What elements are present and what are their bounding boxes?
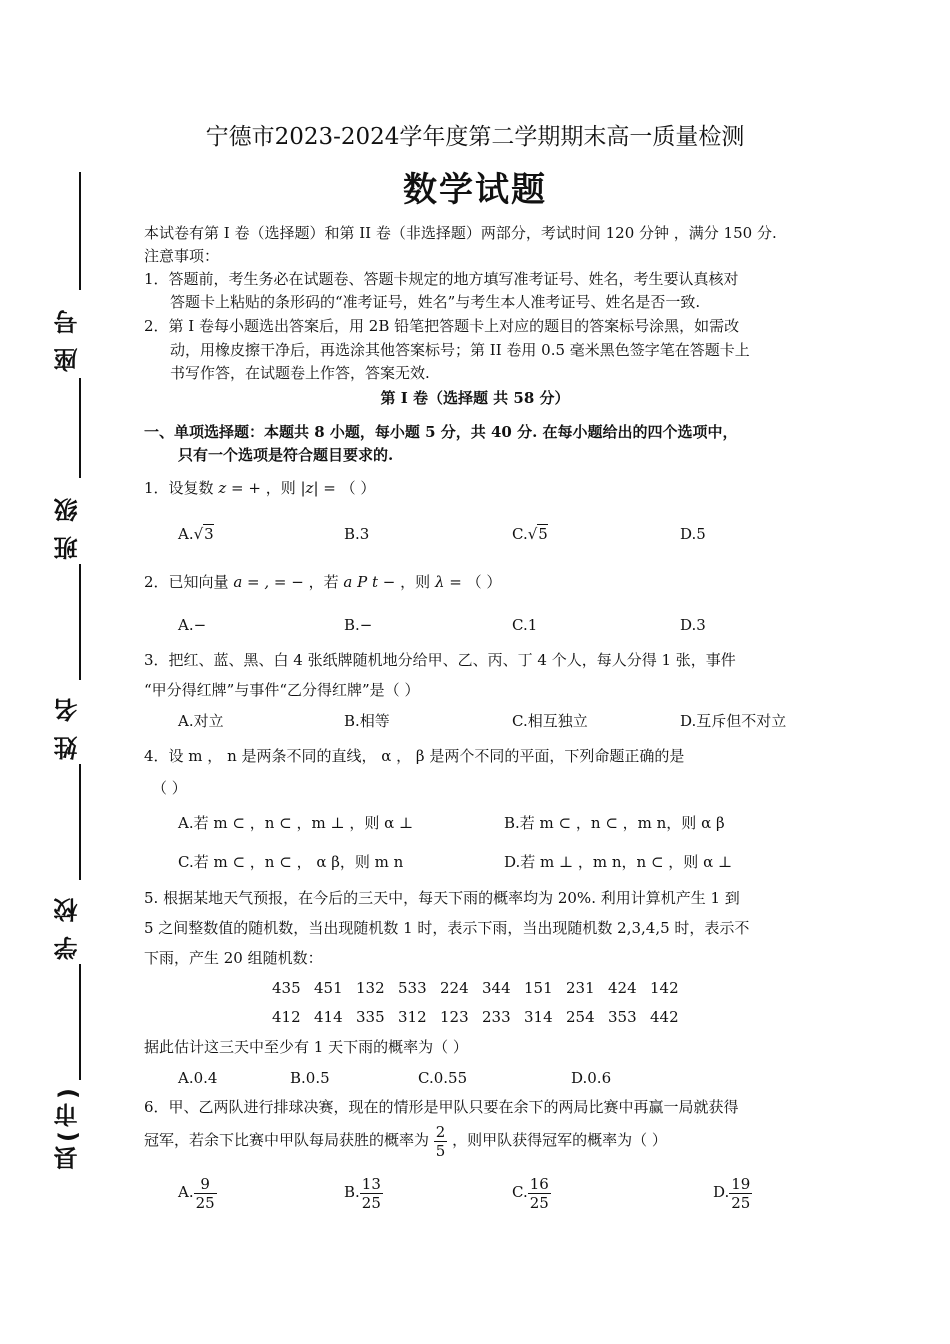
q2-option-d: D.3 [680,616,706,634]
section-heading-b: 只有一个选项是符合题目要求的. [178,446,394,464]
q4-line-1: 4．设 m ， n 是两条不同的直线， α ， β 是两个不同的平面，下列命题正确的是 [144,747,685,765]
random-number: 314 [524,1008,553,1026]
q6-option-a-num: 9 [194,1175,217,1194]
q6-option-d-num: 19 [731,1174,751,1193]
q5-line-2: 5 之间整数值的随机数，当出现随机数 1 时，表示下雨，当出现随机数 2,3,4,5 时，表示不 [144,919,750,937]
random-number: 344 [482,979,511,997]
random-number: 335 [356,1008,385,1026]
q5-line-1: 5. 根据某地天气预报，在今后的三天中，每天下雨的概率均为 20%. 利用计算机产生 1 到 [144,889,740,907]
q5-option-b: B.0.5 [290,1069,330,1087]
random-number: 533 [398,979,427,997]
name-label: 姓名 [54,684,82,760]
q5-random-row-2 [272,1007,692,1027]
q2-paren: （ ） [466,573,502,591]
part1-heading: 第 I 卷（选择题 共 58 分） [380,389,570,407]
random-number: 424 [608,979,637,997]
q6-option-c-num: 16 [529,1174,549,1193]
random-number: 224 [440,979,469,997]
q1-option-c-label: C. [512,525,528,543]
q6-option-b-label: B. [344,1183,360,1201]
q6-option-a-label: A. [178,1183,194,1201]
q1-option-a-radicand: 3 [204,525,214,543]
school-line [79,764,81,880]
q1-option-d: D.5 [680,525,706,543]
notice-2c: 书写作答，在试题卷上作答，答案无效. [170,364,430,382]
q1-expr-modulus: |z| = [300,479,336,497]
q6-option-a-den: 25 [195,1193,215,1212]
q6-line-1: 6．甲、乙两队进行排球决赛，现在的情形是甲队只要在余下的两局比赛中再赢一局就获得 [144,1098,739,1116]
q1-stem-b: ，则 [265,479,296,497]
random-number: 132 [356,979,385,997]
q3-option-a: A.对立 [178,712,224,730]
q6-option-c-label: C. [512,1183,528,1201]
q2-option-a: A.− [178,616,207,634]
q5-option-a: A.0.4 [178,1069,218,1087]
q2-stem-b: ，若 [308,573,339,591]
random-number: 123 [440,1008,469,1026]
q6-frac-num: 2 [435,1122,446,1141]
school-label: 学校 [54,884,82,960]
q4-option-a: A.若 m ⊂ ，n ⊂ ，m ⊥ ，则 α ⊥ [178,814,414,832]
random-number: 312 [398,1008,427,1026]
random-number: 142 [650,979,679,997]
q5-option-d: D.0.6 [571,1069,612,1087]
section-heading-a: 一、单项选择题：本题共 8 小题，每小题 5 分，共 40 分. 在每小题给出的四个选项中， [144,423,738,441]
q1-option-a: A.√3 [178,525,214,543]
class-label: 班级 [54,484,82,560]
random-number: 451 [314,979,343,997]
q2-stem-c: ，则 [400,573,431,591]
q1-option-c: C.√5 [512,525,548,543]
q6-option-c-den: 25 [529,1193,549,1212]
q6-fraction [434,1123,448,1160]
random-number: 233 [482,1008,511,1026]
q2-expr-b: , = − [264,573,304,591]
q6-frac-den: 5 [435,1141,446,1160]
q1-option-a-label: A. [178,525,194,543]
q2-expr-a: a = [233,573,260,591]
q5-ask: 据此估计这三天中至少有 1 天下雨的概率为（ ） [144,1038,468,1056]
question-2 [144,572,501,592]
q1-expr-z: z = + [218,479,261,497]
q6-line-2b: ，则甲队获得冠军的概率为（ ） [452,1131,667,1149]
q6-line-2a: 冠军，若余下比赛中甲队每局获胜的概率为 [144,1131,430,1149]
q5-option-c: C.0.55 [418,1069,468,1087]
q2-stem-a: 2．已知向量 [144,573,229,591]
q6-option-b [344,1168,383,1216]
q1-stem-a: 1．设复数 [144,479,214,497]
q6-option-b-num: 13 [361,1174,381,1193]
q3-option-d: D.互斥但不对立 [680,712,787,730]
q4-option-b: B.若 m ⊂ ，n ⊂ ，m n，则 α β [504,814,725,832]
seat-label: 座号 [54,296,82,372]
random-number: 442 [650,1008,679,1026]
notice-2a: 2．第 I 卷每小题选出答案后，用 2B 铅笔把答题卡上对应的题目的答案标号涂黑，如需改 [144,317,740,335]
q4-option-d: D.若 m ⊥ ，m n，n ⊂ ，则 α ⊥ [504,853,733,871]
q1-option-b: B.3 [344,525,370,543]
random-number: 412 [272,1008,301,1026]
q5-line-3: 下雨，产生 20 组随机数： [144,949,323,967]
random-number: 353 [608,1008,637,1026]
county-line [79,964,81,1080]
q2-option-c: C.1 [512,616,538,634]
exam-title: 宁德市2023-2024学年度第二学期期末高一质量检测 [205,124,745,150]
exam-subtitle: 数学试题 [403,170,547,210]
random-number: 435 [272,979,301,997]
q2-option-b: B.− [344,616,373,634]
intro-line: 本试卷有第 I 卷（选择题）和第 II 卷（非选择题）两部分，考试时间 120 分钟 ，满分 150 分. [144,224,777,242]
q1-option-c-radicand: 5 [538,525,548,543]
q4-option-c: C.若 m ⊂ ，n ⊂ ， α β，则 m n [178,853,404,871]
q5-random-row-1 [272,978,692,998]
q3-line-2: “甲分得红牌”与事件“乙分得红牌”是（ ） [144,681,420,699]
name-line [79,564,81,680]
q2-expr-parallel: a P t − [343,573,396,591]
q6-option-b-den: 25 [361,1193,381,1212]
q6-line-2 [144,1116,667,1164]
notice-1a: 1．答题前，考生务必在试题卷、答题卡规定的地方填写准考证号、姓名，考生要认真核对 [144,270,739,288]
q3-line-1: 3．把红、蓝、黑、白 4 张纸牌随机地分给甲、乙、丙、丁 4 个人，每人分得 1 张，事件 [144,651,736,669]
notice-1b: 答题卡上粘贴的条形码的“准考证号，姓名”与考生本人准考证号、姓名是否一致. [170,293,701,311]
q3-option-b: B.相等 [344,712,390,730]
random-number: 231 [566,979,595,997]
notice-heading: 注意事项： [144,247,220,265]
q6-option-c [512,1168,551,1216]
q2-expr-lambda: λ = [434,573,462,591]
random-number: 254 [566,1008,595,1026]
q6-option-d [713,1168,752,1216]
q3-option-c: C.相互独立 [512,712,588,730]
q6-option-a [178,1168,217,1216]
random-number: 414 [314,1008,343,1026]
q6-option-d-den: 25 [731,1193,751,1212]
q1-paren: （ ） [340,479,376,497]
notice-2b: 动，用橡皮擦干净后，再选涂其他答案标号；第 II 卷用 0.5 毫米黑色签字笔在答题卡上 [170,341,750,359]
q4-paren: （ ） [152,779,187,797]
q6-option-d-label: D. [713,1183,730,1201]
county-label: 县(市) [54,1084,82,1170]
question-1 [144,478,375,498]
random-number: 151 [524,979,553,997]
